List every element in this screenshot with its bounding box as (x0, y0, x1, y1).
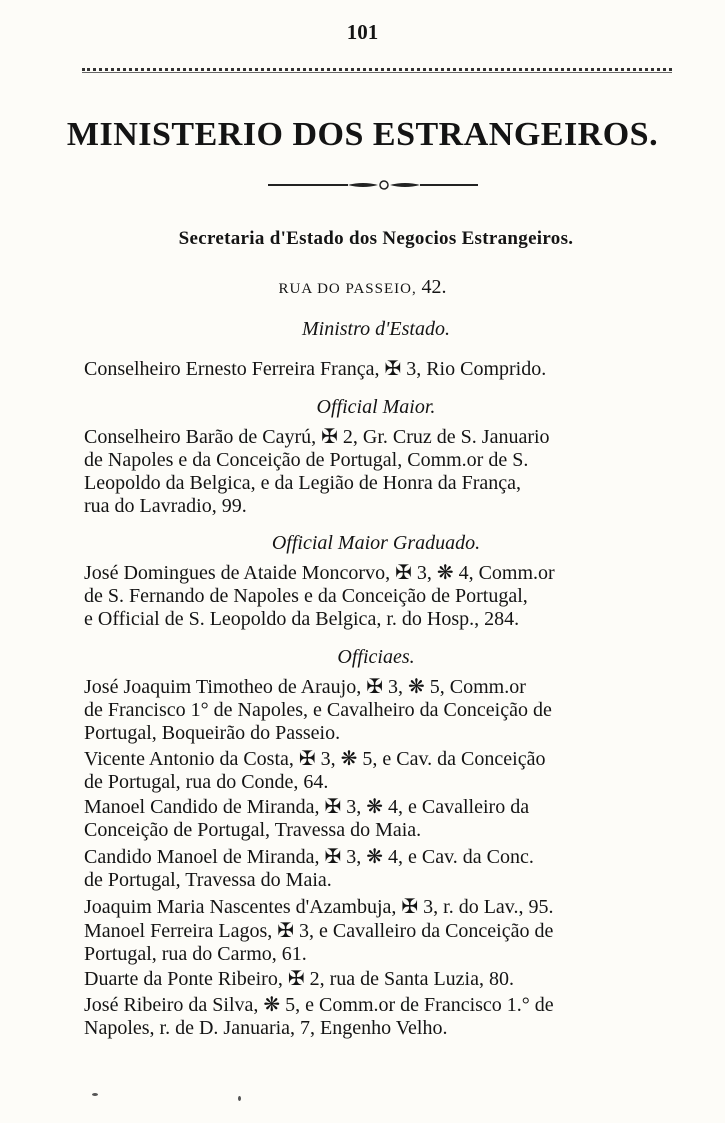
staff-entry (84, 994, 692, 1040)
section-heading: Ministro d'Estado. (302, 318, 450, 340)
ornament-divider-icon (268, 178, 478, 192)
secretariat-heading: Secretaria d'Estado dos Negocios Estrangeiros. (178, 228, 574, 249)
header-rule-thin (82, 72, 672, 73)
entry-line: Duarte da Ponte Ribeiro, ✠ 2, rua de Santa Luzia, 80. (84, 968, 514, 990)
staff-entry (84, 676, 692, 745)
staff-entry (84, 748, 692, 794)
entry-line: rua do Lavradio, 99. (84, 495, 247, 517)
staff-entry (84, 896, 692, 919)
entry-line: Conselheiro Ernesto Ferreira França, ✠ 3, Rio Comprido. (84, 358, 547, 380)
entry-line: Leopoldo da Belgica, e da Legião de Honra da França, (84, 472, 522, 494)
staff-entry (84, 426, 692, 518)
entry-line: de Portugal, Travessa do Maia. (84, 869, 332, 891)
address-number: 42. (421, 276, 447, 298)
entry-line: Joaquim Maria Nascentes d'Azambuja, ✠ 3, r. do Lav., 95. (84, 896, 554, 918)
entry-line: de Francisco 1° de Napoles, e Cavalheiro da Conceição de (84, 699, 552, 721)
staff-entry (84, 562, 692, 631)
section-heading: Officiaes. (337, 646, 415, 668)
staff-entry (84, 968, 692, 991)
section-heading: Official Maior. (316, 396, 436, 418)
entry-line: Manoel Candido de Miranda, ✠ 3, ❋ 4, e Cavalleiro da (84, 796, 530, 818)
print-smudge (92, 1093, 98, 1096)
entry-line: Conselheiro Barão de Cayrú, ✠ 2, Gr. Cruz de S. Januario (84, 426, 550, 448)
entry-line: Candido Manoel de Miranda, ✠ 3, ❋ 4, e Cav. da Conc. (84, 846, 534, 868)
page-number: 101 (346, 20, 379, 44)
entry-line: José Domingues de Ataide Moncorvo, ✠ 3, ❋ 4, Comm.or (84, 562, 555, 584)
address-line (0, 276, 725, 299)
entry-line: José Ribeiro da Silva, ❋ 5, e Comm.or de Francisco 1.° de (84, 994, 554, 1016)
staff-entry (84, 358, 692, 381)
entry-line: de S. Fernando de Napoles e da Conceição de Portugal, (84, 585, 528, 607)
entry-line: Manoel Ferreira Lagos, ✠ 3, e Cavalleiro da Conceição de (84, 920, 554, 942)
entry-line: José Joaquim Timotheo de Araujo, ✠ 3, ❋ 5, Comm.or (84, 676, 526, 698)
entry-line: Conceição de Portugal, Travessa do Maia. (84, 819, 422, 841)
entry-line: de Napoles e da Conceição de Portugal, Comm.or de S. (84, 449, 529, 471)
staff-entry (84, 920, 692, 966)
section-heading: Official Maior Graduado. (271, 532, 481, 554)
ministry-title: MINISTERIO DOS ESTRANGEIROS. (66, 116, 659, 153)
print-smudge (238, 1096, 241, 1101)
staff-entry (84, 796, 692, 842)
staff-entry (84, 846, 692, 892)
address-street: RUA DO PASSEIO, (278, 281, 417, 297)
entry-line: e Official de S. Leopoldo da Belgica, r. do Hosp., 284. (84, 608, 520, 630)
entry-line: Portugal, rua do Carmo, 61. (84, 943, 307, 965)
entry-line: Vicente Antonio da Costa, ✠ 3, ❋ 5, e Cav. da Conceição (84, 748, 546, 770)
entry-line: Portugal, Boqueirão do Passeio. (84, 722, 341, 744)
entry-line: Napoles, r. de D. Januaria, 7, Engenho Velho. (84, 1017, 448, 1039)
entry-line: de Portugal, rua do Conde, 64. (84, 771, 329, 793)
header-rule (82, 68, 672, 71)
